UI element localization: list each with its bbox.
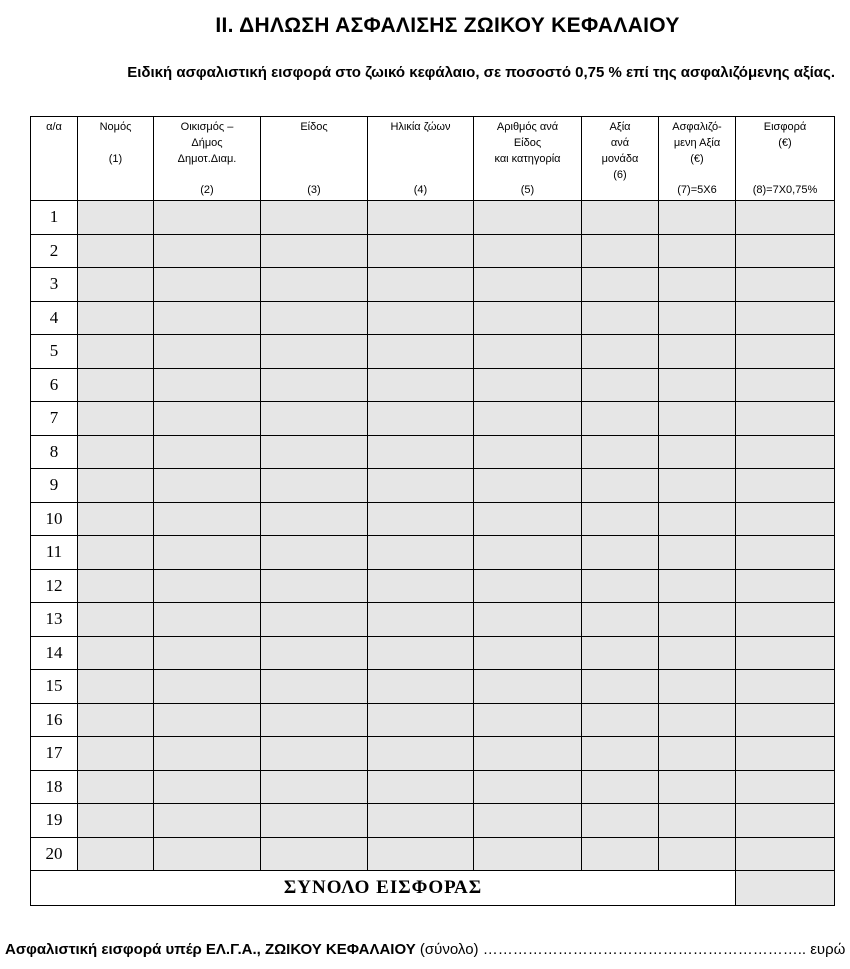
row-number: 9 — [31, 469, 78, 503]
input-cell[interactable] — [474, 301, 582, 335]
input-cell[interactable] — [261, 368, 368, 402]
column-header-line: (€) — [690, 153, 704, 165]
input-cell[interactable] — [582, 703, 659, 737]
table-row — [31, 737, 835, 771]
row-number: 15 — [31, 670, 78, 704]
column-header-line: μενη Αξία — [673, 137, 721, 149]
input-cell[interactable] — [736, 603, 835, 637]
input-cell[interactable] — [78, 469, 154, 503]
input-cell[interactable] — [736, 201, 835, 235]
column-header-line: ανά — [610, 137, 630, 149]
column-header-line: Είδος — [300, 121, 328, 133]
input-cell[interactable] — [261, 636, 368, 670]
table-row — [31, 837, 835, 871]
input-cell[interactable] — [736, 502, 835, 536]
input-cell[interactable] — [582, 469, 659, 503]
input-cell[interactable] — [154, 737, 261, 771]
row-number: 13 — [31, 603, 78, 637]
column-header — [474, 117, 582, 201]
input-cell[interactable] — [368, 536, 474, 570]
input-cell[interactable] — [261, 703, 368, 737]
column-header-line: Αριθμός ανά — [496, 121, 559, 133]
input-cell[interactable] — [261, 603, 368, 637]
input-cell[interactable] — [154, 502, 261, 536]
input-cell[interactable] — [582, 770, 659, 804]
table-row — [31, 469, 835, 503]
table-row — [31, 301, 835, 335]
input-cell[interactable] — [78, 770, 154, 804]
input-cell[interactable] — [474, 536, 582, 570]
total-label: ΣΥΝΟΛΟ ΕΙΣΦΟΡΑΣ — [31, 871, 736, 906]
input-cell[interactable] — [261, 301, 368, 335]
table-row — [31, 670, 835, 704]
input-cell[interactable] — [78, 569, 154, 603]
column-header-line: Αξία — [609, 121, 631, 133]
input-cell[interactable] — [368, 703, 474, 737]
column-header-line: Ηλικία ζώων — [390, 121, 451, 133]
input-cell[interactable] — [659, 435, 736, 469]
input-cell[interactable] — [368, 435, 474, 469]
input-cell[interactable] — [368, 569, 474, 603]
row-number: 12 — [31, 569, 78, 603]
column-header — [659, 117, 736, 201]
input-cell[interactable] — [474, 435, 582, 469]
input-cell[interactable] — [154, 703, 261, 737]
input-cell[interactable] — [582, 636, 659, 670]
input-cell[interactable] — [368, 234, 474, 268]
input-cell[interactable] — [154, 536, 261, 570]
row-number: 3 — [31, 268, 78, 302]
input-cell[interactable] — [368, 469, 474, 503]
input-cell[interactable] — [474, 234, 582, 268]
input-cell[interactable] — [582, 804, 659, 838]
input-cell[interactable] — [659, 837, 736, 871]
input-cell[interactable] — [154, 603, 261, 637]
input-cell[interactable] — [78, 435, 154, 469]
footer-normal-text: (σύνολο) — [415, 941, 483, 958]
column-header-line: (€) — [778, 137, 792, 149]
input-cell[interactable] — [659, 737, 736, 771]
input-cell[interactable] — [78, 301, 154, 335]
input-cell[interactable] — [368, 603, 474, 637]
input-cell[interactable] — [474, 770, 582, 804]
input-cell[interactable] — [474, 402, 582, 436]
column-number: (3) — [307, 184, 321, 196]
total-row — [31, 871, 835, 906]
header-row — [31, 117, 835, 201]
column-header-line: (6) — [613, 169, 627, 181]
input-cell[interactable] — [582, 435, 659, 469]
table-row — [31, 804, 835, 838]
input-cell[interactable] — [582, 670, 659, 704]
input-cell[interactable] — [659, 670, 736, 704]
input-cell[interactable] — [736, 335, 835, 369]
input-cell[interactable] — [154, 402, 261, 436]
input-cell[interactable] — [659, 469, 736, 503]
input-cell[interactable] — [659, 703, 736, 737]
table-row — [31, 770, 835, 804]
table-row — [31, 268, 835, 302]
column-header-line: Ασφαλιζό- — [672, 121, 722, 133]
input-cell[interactable] — [154, 268, 261, 302]
table-row — [31, 335, 835, 369]
input-cell[interactable] — [582, 536, 659, 570]
input-cell[interactable] — [736, 268, 835, 302]
input-cell[interactable] — [659, 402, 736, 436]
input-cell[interactable] — [154, 201, 261, 235]
input-cell[interactable] — [474, 804, 582, 838]
input-cell[interactable] — [261, 469, 368, 503]
input-cell[interactable] — [368, 335, 474, 369]
input-cell[interactable] — [659, 301, 736, 335]
input-cell[interactable] — [154, 368, 261, 402]
input-cell[interactable] — [736, 804, 835, 838]
input-cell[interactable] — [659, 770, 736, 804]
input-cell[interactable] — [368, 737, 474, 771]
input-cell[interactable] — [474, 569, 582, 603]
input-cell[interactable] — [659, 804, 736, 838]
input-cell[interactable] — [78, 234, 154, 268]
column-header-line: μονάδα — [601, 153, 639, 165]
column-header-line: Οικισμός – — [180, 121, 234, 133]
input-cell[interactable] — [582, 402, 659, 436]
input-cell[interactable] — [261, 837, 368, 871]
input-cell[interactable] — [474, 737, 582, 771]
input-cell[interactable] — [659, 636, 736, 670]
input-cell[interactable] — [78, 335, 154, 369]
input-cell[interactable] — [78, 703, 154, 737]
input-cell[interactable] — [582, 368, 659, 402]
input-cell[interactable] — [154, 335, 261, 369]
input-cell[interactable] — [154, 234, 261, 268]
input-cell[interactable] — [736, 569, 835, 603]
input-cell[interactable] — [736, 770, 835, 804]
input-cell[interactable] — [474, 703, 582, 737]
input-cell[interactable] — [582, 837, 659, 871]
input-cell[interactable] — [659, 201, 736, 235]
input-cell[interactable] — [736, 837, 835, 871]
column-number: (8)=7Χ0,75% — [752, 184, 818, 196]
input-cell[interactable] — [736, 301, 835, 335]
table-row — [31, 201, 835, 235]
input-cell[interactable] — [261, 770, 368, 804]
input-cell[interactable] — [368, 201, 474, 235]
input-cell[interactable] — [154, 804, 261, 838]
input-cell[interactable] — [474, 368, 582, 402]
footer-bold-text: Ασφαλιστική εισφορά υπέρ ΕΛ.Γ.Α., ΖΩΙΚΟΥ ΚΕΦΑΛΑΙΟΥ — [5, 941, 416, 958]
input-cell[interactable] — [582, 737, 659, 771]
footer-line — [5, 941, 846, 958]
input-cell[interactable] — [474, 636, 582, 670]
input-cell[interactable] — [659, 368, 736, 402]
column-number: (7)=5Χ6 — [677, 184, 717, 196]
input-cell[interactable] — [474, 502, 582, 536]
column-header-line: Εισφορά — [763, 121, 807, 133]
column-number: (2) — [200, 184, 214, 196]
input-cell[interactable] — [736, 737, 835, 771]
input-cell[interactable] — [78, 201, 154, 235]
input-cell[interactable] — [736, 368, 835, 402]
input-cell[interactable] — [582, 301, 659, 335]
input-cell[interactable] — [736, 670, 835, 704]
declaration-table — [30, 116, 835, 906]
row-number: 18 — [31, 770, 78, 804]
input-cell[interactable] — [736, 703, 835, 737]
input-cell[interactable] — [582, 201, 659, 235]
input-cell[interactable] — [368, 502, 474, 536]
input-cell[interactable] — [582, 234, 659, 268]
input-cell[interactable] — [736, 402, 835, 436]
input-cell[interactable] — [582, 335, 659, 369]
input-cell[interactable] — [261, 536, 368, 570]
input-cell[interactable] — [582, 268, 659, 302]
row-number: 8 — [31, 435, 78, 469]
column-header-line: Δημοτ.Διαμ. — [177, 153, 237, 165]
row-number: 7 — [31, 402, 78, 436]
input-cell[interactable] — [78, 837, 154, 871]
input-cell[interactable] — [474, 201, 582, 235]
column-header — [31, 117, 78, 201]
table-row — [31, 703, 835, 737]
input-cell[interactable] — [368, 770, 474, 804]
input-cell[interactable] — [78, 636, 154, 670]
column-header — [78, 117, 154, 201]
table-row — [31, 435, 835, 469]
table-row — [31, 234, 835, 268]
input-cell[interactable] — [261, 234, 368, 268]
footer-dots: ……………………………………………………….. — [482, 941, 807, 958]
input-cell[interactable] — [78, 268, 154, 302]
input-cell[interactable] — [261, 502, 368, 536]
column-header — [261, 117, 368, 201]
page-title: ΙΙ. ΔΗΛΩΣΗ ΑΣΦΑΛΙΣΗΣ ΖΩΙΚΟΥ ΚΕΦΑΛΑΙΟΥ — [215, 14, 680, 37]
row-number: 4 — [31, 301, 78, 335]
footer-unit: ευρώ — [806, 941, 846, 958]
input-cell[interactable] — [154, 770, 261, 804]
input-cell[interactable] — [154, 301, 261, 335]
input-cell[interactable] — [78, 603, 154, 637]
column-header — [736, 117, 835, 201]
input-cell[interactable] — [261, 670, 368, 704]
input-cell[interactable] — [368, 301, 474, 335]
input-cell[interactable] — [368, 670, 474, 704]
table-row — [31, 569, 835, 603]
input-cell[interactable] — [154, 469, 261, 503]
column-header-line: α/α — [46, 121, 62, 133]
input-cell[interactable] — [659, 234, 736, 268]
column-header-line — [78, 135, 153, 151]
input-cell[interactable] — [261, 402, 368, 436]
column-header-line: και κατηγορία — [494, 153, 561, 165]
input-cell[interactable] — [78, 804, 154, 838]
input-cell[interactable] — [154, 670, 261, 704]
table-row — [31, 636, 835, 670]
input-cell[interactable] — [659, 569, 736, 603]
row-number: 5 — [31, 335, 78, 369]
row-number: 17 — [31, 737, 78, 771]
input-cell[interactable] — [154, 837, 261, 871]
input-cell[interactable] — [154, 636, 261, 670]
column-header — [154, 117, 261, 201]
input-cell[interactable] — [78, 737, 154, 771]
row-number: 11 — [31, 536, 78, 570]
column-header-line: Νομός — [99, 121, 132, 133]
input-cell[interactable] — [474, 469, 582, 503]
row-number: 2 — [31, 234, 78, 268]
input-cell[interactable] — [736, 469, 835, 503]
input-cell[interactable] — [261, 268, 368, 302]
input-cell[interactable] — [368, 368, 474, 402]
input-cell[interactable] — [261, 569, 368, 603]
input-cell[interactable] — [582, 603, 659, 637]
input-cell[interactable] — [78, 502, 154, 536]
input-cell[interactable] — [368, 402, 474, 436]
input-cell[interactable] — [659, 502, 736, 536]
input-cell[interactable] — [474, 268, 582, 302]
input-cell[interactable] — [659, 335, 736, 369]
input-cell[interactable] — [582, 502, 659, 536]
input-cell[interactable] — [154, 435, 261, 469]
input-cell[interactable] — [78, 670, 154, 704]
input-cell[interactable] — [736, 636, 835, 670]
input-cell[interactable] — [261, 804, 368, 838]
table-row — [31, 368, 835, 402]
input-cell[interactable] — [261, 335, 368, 369]
column-header-line: (1) — [108, 153, 123, 165]
total-value-cell[interactable] — [736, 871, 835, 906]
column-header-line: Δήμος — [191, 137, 223, 149]
input-cell[interactable] — [78, 402, 154, 436]
row-number: 16 — [31, 703, 78, 737]
column-header — [368, 117, 474, 201]
table-row — [31, 402, 835, 436]
row-number: 14 — [31, 636, 78, 670]
table-row — [31, 603, 835, 637]
input-cell[interactable] — [474, 335, 582, 369]
column-number: (4) — [413, 184, 428, 196]
input-cell[interactable] — [368, 268, 474, 302]
input-cell[interactable] — [78, 368, 154, 402]
row-number: 20 — [31, 837, 78, 871]
input-cell[interactable] — [261, 201, 368, 235]
subtitle: Ειδική ασφαλιστική εισφορά στο ζωικό κεφάλαιο, σε ποσοστό 0,75 % επί της ασφαλιζόμενης αξίας. — [127, 64, 835, 81]
row-number: 6 — [31, 368, 78, 402]
input-cell[interactable] — [474, 603, 582, 637]
table-row — [31, 502, 835, 536]
table-row — [31, 536, 835, 570]
input-cell[interactable] — [261, 435, 368, 469]
input-cell[interactable] — [154, 569, 261, 603]
input-cell[interactable] — [736, 536, 835, 570]
input-cell[interactable] — [261, 737, 368, 771]
input-cell[interactable] — [659, 603, 736, 637]
input-cell[interactable] — [659, 536, 736, 570]
input-cell[interactable] — [368, 837, 474, 871]
input-cell[interactable] — [582, 569, 659, 603]
column-header — [582, 117, 659, 201]
input-cell[interactable] — [736, 435, 835, 469]
column-number: (5) — [520, 184, 535, 196]
row-number: 19 — [31, 804, 78, 838]
column-header-line: Είδος — [513, 137, 542, 149]
row-number: 10 — [31, 502, 78, 536]
input-cell[interactable] — [474, 837, 582, 871]
input-cell[interactable] — [659, 268, 736, 302]
input-cell[interactable] — [368, 804, 474, 838]
input-cell[interactable] — [736, 234, 835, 268]
input-cell[interactable] — [368, 636, 474, 670]
input-cell[interactable] — [78, 536, 154, 570]
input-cell[interactable] — [474, 670, 582, 704]
row-number: 1 — [31, 201, 78, 235]
